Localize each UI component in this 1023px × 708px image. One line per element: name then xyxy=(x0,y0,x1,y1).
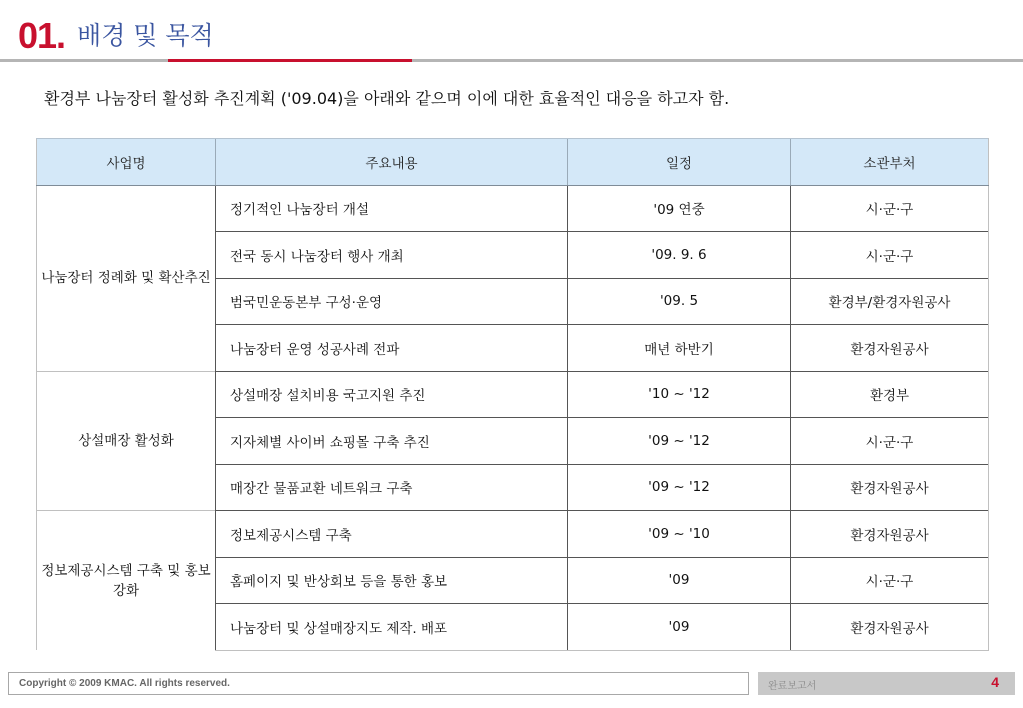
table-row xyxy=(37,371,989,418)
department-cell: 환경자원공사 xyxy=(791,511,989,558)
department-cell: 시·군·구 xyxy=(791,557,989,604)
schedule-cell: '09 ~ '12 xyxy=(568,418,791,465)
content-cell: 홈페이지 및 반상회보 등을 통한 홍보 xyxy=(216,557,568,604)
header-project: 사업명 xyxy=(37,139,216,186)
schedule-cell: '09. 9. 6 xyxy=(568,232,791,279)
content-cell: 정기적인 나눔장터 개설 xyxy=(216,185,568,232)
header-content: 주요내용 xyxy=(216,139,568,186)
schedule-cell: 매년 하반기 xyxy=(568,325,791,372)
content-cell: 전국 동시 나눔장터 행사 개최 xyxy=(216,232,568,279)
department-cell: 시·군·구 xyxy=(791,418,989,465)
header-department: 소관부처 xyxy=(791,139,989,186)
section-title: 배경 및 목적 xyxy=(77,21,214,50)
content-cell: 나눔장터 및 상설매장지도 제작. 배포 xyxy=(216,604,568,651)
page-footer xyxy=(758,672,1015,695)
schedule-cell: '09 연중 xyxy=(568,185,791,232)
project-name-cell: 상설매장 활성화 xyxy=(37,371,216,511)
schedule-cell: '09. 5 xyxy=(568,278,791,325)
schedule-cell: '09 ~ '12 xyxy=(568,464,791,511)
project-name-cell: 나눔장터 정례화 및 확산추진 xyxy=(37,185,216,371)
header-divider xyxy=(0,59,1023,62)
schedule-cell: '09 xyxy=(568,557,791,604)
header-schedule: 일정 xyxy=(568,139,791,186)
department-cell: 환경부 xyxy=(791,371,989,418)
content-cell: 지자체별 사이버 쇼핑몰 구축 추진 xyxy=(216,418,568,465)
table-row xyxy=(37,185,989,232)
department-cell: 환경자원공사 xyxy=(791,325,989,372)
intro-text: 환경부 나눔장터 활성화 추진계획 ('09.04)을 아래와 같으며 이에 대한 효율적인 대응을 하고자 함. xyxy=(44,89,730,108)
department-cell: 환경부/환경자원공사 xyxy=(791,278,989,325)
department-cell: 환경자원공사 xyxy=(791,604,989,651)
department-cell: 환경자원공사 xyxy=(791,464,989,511)
content-cell: 나눔장터 운영 성공사례 전파 xyxy=(216,325,568,372)
section-number: 01. xyxy=(18,15,66,56)
department-cell: 시·군·구 xyxy=(791,232,989,279)
table-row xyxy=(37,511,989,558)
department-cell: 시·군·구 xyxy=(791,185,989,232)
content-cell: 범국민운동본부 구성·운영 xyxy=(216,278,568,325)
content-cell: 상설매장 설치비용 국고지원 추진 xyxy=(216,371,568,418)
schedule-cell: '10 ~ '12 xyxy=(568,371,791,418)
content-cell: 매장간 물품교환 네트워크 구축 xyxy=(216,464,568,511)
project-name-cell: 정보제공시스템 구축 및 홍보강화 xyxy=(37,511,216,651)
content-cell: 정보제공시스템 구축 xyxy=(216,511,568,558)
copyright-footer: Copyright © 2009 KMAC. All rights reserved. xyxy=(8,672,749,695)
report-label: 완료보고서 xyxy=(768,681,817,692)
section-header xyxy=(18,12,214,56)
page-number: 4 xyxy=(991,674,999,690)
header-accent-line xyxy=(168,59,412,62)
table-header-row xyxy=(37,139,989,186)
schedule-cell: '09 ~ '10 xyxy=(568,511,791,558)
plan-table xyxy=(36,138,989,651)
schedule-cell: '09 xyxy=(568,604,791,651)
